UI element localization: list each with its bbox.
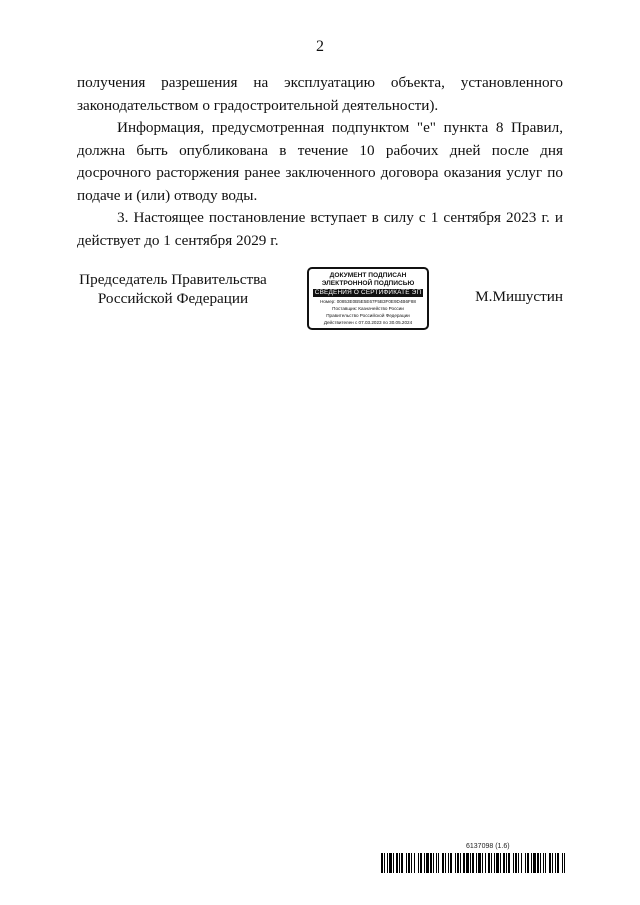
- barcode-bar: [527, 853, 529, 873]
- barcode-bar: [438, 853, 439, 873]
- barcode-bar: [426, 853, 429, 873]
- stamp-owner: Правительство Российской Федерации: [326, 313, 410, 318]
- barcode-bar: [488, 853, 490, 873]
- signer-title-line2: Российской Федерации: [97, 290, 249, 307]
- barcode-number: 6137098 (1.6): [466, 843, 510, 850]
- barcode-bar: [531, 853, 532, 873]
- barcode-bar: [393, 853, 394, 873]
- barcode-bar: [500, 853, 501, 873]
- barcode-bar: [506, 853, 507, 873]
- barcode-bar: [406, 853, 407, 873]
- barcode-bar: [491, 853, 492, 873]
- barcode-bar: [420, 853, 422, 873]
- barcode-bar: [433, 853, 434, 873]
- barcode-bar: [460, 853, 461, 873]
- stamp-issuer: Поставщик: Казначейство России: [332, 306, 404, 311]
- paragraph-information: Информация, предусмотренная подпунктом "е" пункта 8 Правил, должна быть опубликована в течение 10 рабочих дней после дня досрочного расторжения ранее заключенного договора оказания услуг по подаче и (или) отводу воды.: [77, 119, 563, 204]
- barcode-bar: [445, 853, 446, 873]
- barcode-bar: [494, 853, 495, 873]
- barcode-bar: [466, 853, 469, 873]
- barcode-bar: [482, 853, 483, 873]
- barcode-bar: [503, 853, 505, 873]
- barcode-bar: [457, 853, 459, 873]
- barcode-bar: [478, 853, 481, 873]
- barcode-bar: [533, 853, 536, 873]
- barcode-bar: [543, 853, 544, 873]
- barcode-bar: [549, 853, 551, 873]
- stamp-serial: Номер: 00853E0B5E5E67F5B3F0E9D4B6F88: [320, 299, 416, 304]
- stamp-header: СВЕДЕНИЯ О СЕРТИФИКАТЕ ЭП: [314, 289, 422, 296]
- barcode-bar: [442, 853, 444, 873]
- barcode-bar: [513, 853, 514, 873]
- barcode-bar: [418, 853, 419, 873]
- barcode-bar: [545, 853, 546, 873]
- barcode-bar: [381, 853, 383, 873]
- paragraph-effective-date: 3. Настоящее постановление вступает в силу с 1 сентября 2023 г. и действует до 1 сентября 2029 г.: [77, 209, 563, 249]
- barcode-bar: [424, 853, 425, 873]
- barcode-bar: [399, 853, 400, 873]
- barcode-bar: [562, 853, 563, 873]
- barcode-bar: [521, 853, 522, 873]
- barcode-bar: [555, 853, 556, 873]
- paragraph-continuation: получения разрешения на эксплуатацию объекта, установленного законодательством о градостроительной деятельности).: [77, 74, 563, 114]
- barcode-bar: [384, 853, 385, 873]
- barcode-bar: [537, 853, 539, 873]
- barcode-bar: [485, 853, 486, 873]
- barcode-bar: [476, 853, 477, 873]
- barcode-bar: [518, 853, 519, 873]
- electronic-signature-stamp: [307, 267, 429, 330]
- barcode-bar: [508, 853, 510, 873]
- barcode-bar: [408, 853, 410, 873]
- barcode-bar: [540, 853, 541, 873]
- barcode-bar: [455, 853, 456, 873]
- barcode-bar: [525, 853, 526, 873]
- signer-name: М.Мишустин: [475, 288, 563, 305]
- barcode-bar: [557, 853, 559, 873]
- stamp-title: [309, 272, 427, 288]
- barcode-bar: [450, 853, 452, 873]
- barcode-bar: [387, 853, 388, 873]
- barcode-bar: [414, 853, 415, 873]
- barcode-bar: [496, 853, 499, 873]
- barcode-bar: [448, 853, 449, 873]
- barcode-bar: [401, 853, 403, 873]
- document-body: [77, 72, 563, 252]
- stamp-line1: ДОКУМЕНТ ПОДПИСАН: [329, 272, 407, 279]
- signer-title-line1: Председатель Правительства: [79, 271, 267, 288]
- stamp-line2: ЭЛЕКТРОННОЙ ПОДПИСЬЮ: [321, 280, 415, 287]
- barcode-bar: [472, 853, 474, 873]
- barcode-bar: [389, 853, 392, 873]
- barcode-bar: [470, 853, 471, 873]
- signer-title: [78, 270, 268, 308]
- stamp-validity: Действителен с 07.03.2023 по 30.05.2024: [323, 320, 413, 325]
- barcode-bar: [552, 853, 553, 873]
- barcode-bar: [396, 853, 398, 873]
- barcode-bar: [436, 853, 437, 873]
- barcode-bar: [515, 853, 517, 873]
- barcode-bar: [463, 853, 465, 873]
- barcode-bar: [564, 853, 565, 873]
- page-number: 2: [316, 38, 324, 55]
- barcode-bar: [430, 853, 432, 873]
- barcode-bar: [411, 853, 412, 873]
- barcode: [381, 853, 565, 873]
